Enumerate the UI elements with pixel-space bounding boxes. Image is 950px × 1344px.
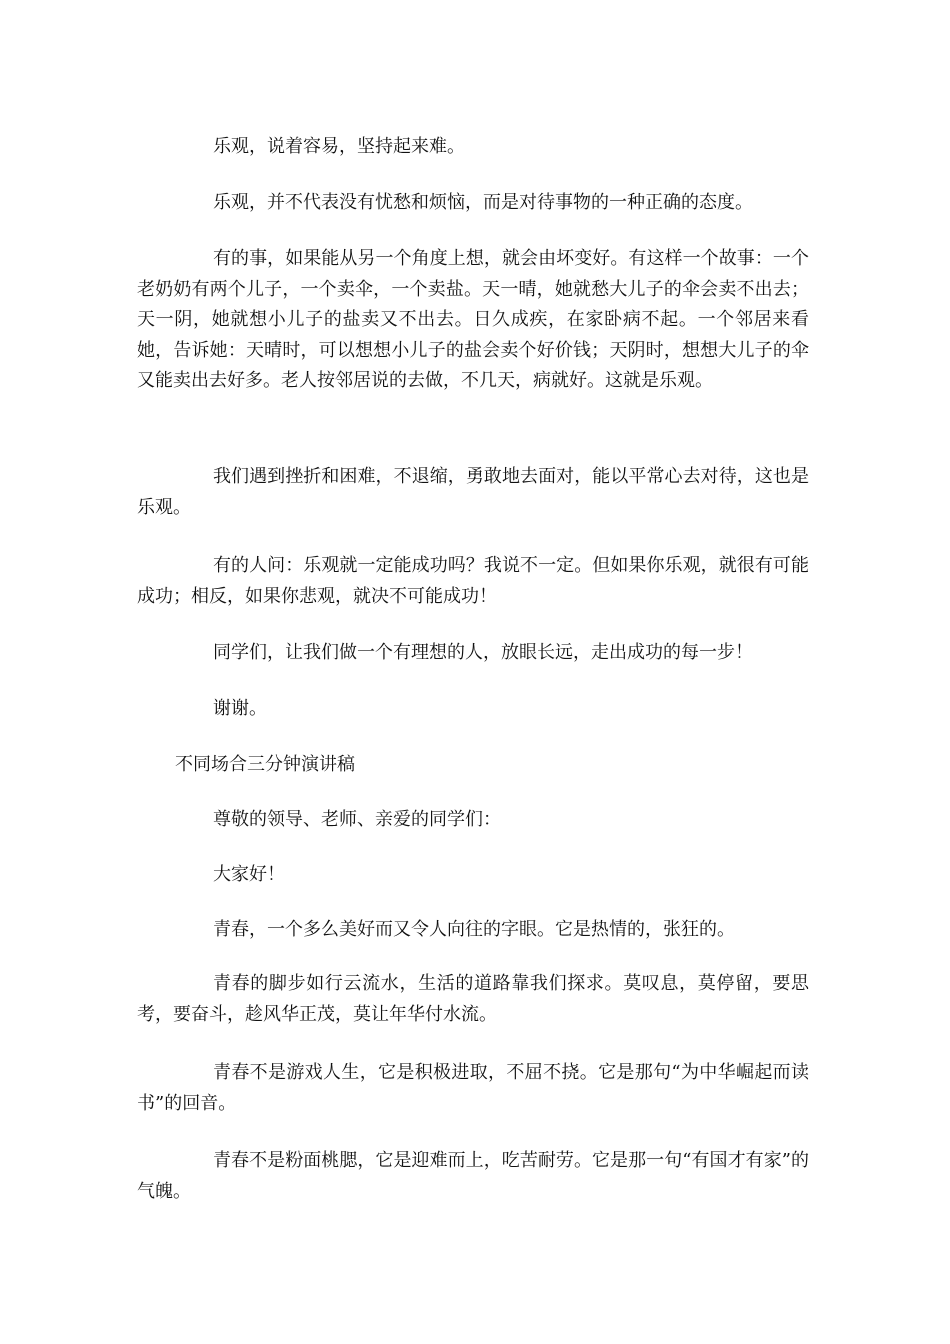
paragraph: 大家好！	[213, 864, 285, 885]
paragraph: 青春，一个多么美好而又令人向往的字眼。它是热情的，张狂的。	[213, 919, 735, 940]
paragraph: 乐观，说着容易，坚持起来难。	[213, 136, 465, 157]
paragraph: 青春不是游戏人生，它是积极进取，不屈不挠。它是那句“为中华崛起而读书”的回音。	[137, 1062, 809, 1114]
paragraph: 青春的脚步如行云流水，生活的道路靠我们探求。莫叹息，莫停留，要思考，要奋斗，趁风华正茂，莫让年华付水流。	[137, 973, 809, 1025]
paragraph: 同学们，让我们做一个有理想的人，放眼长远，走出成功的每一步！	[213, 642, 753, 663]
paragraph: 我们遇到挫折和困难，不退缩，勇敢地去面对，能以平常心去对待，这也是乐观。	[137, 466, 809, 518]
paragraph: 有的人问：乐观就一定能成功吗？我说不一定。但如果你乐观，就很有可能成功；相反，如果你悲观，就决不可能成功！	[137, 555, 809, 607]
section-title: 不同场合三分钟演讲稿	[175, 754, 355, 775]
paragraph: 谢谢。	[213, 698, 267, 719]
paragraph: 尊敬的领导、老师、亲爱的同学们：	[213, 809, 501, 830]
paragraph: 乐观，并不代表没有忧愁和烦恼，而是对待事物的一种正确的态度。	[213, 192, 753, 213]
paragraph: 青春不是粉面桃腮，它是迎难而上，吃苦耐劳。它是那一句“有国才有家”的气魄。	[137, 1150, 809, 1202]
paragraph: 有的事，如果能从另一个角度上想，就会由坏变好。有这样一个故事：一个老奶奶有两个儿子，一个卖伞，一个卖盐。天一晴，她就愁大儿子的伞会卖不出去；天一阴，她就想小儿子的盐卖又不出去。日久成疾，在家卧病不起。一个邻居来看她，告诉她：天晴时，可以想想小儿子的盐会卖个好价钱；天阴时，想想大儿子的伞又能卖出去好多。老人按邻居说的去做，不几天，病就好。这就是乐观。	[137, 248, 809, 391]
